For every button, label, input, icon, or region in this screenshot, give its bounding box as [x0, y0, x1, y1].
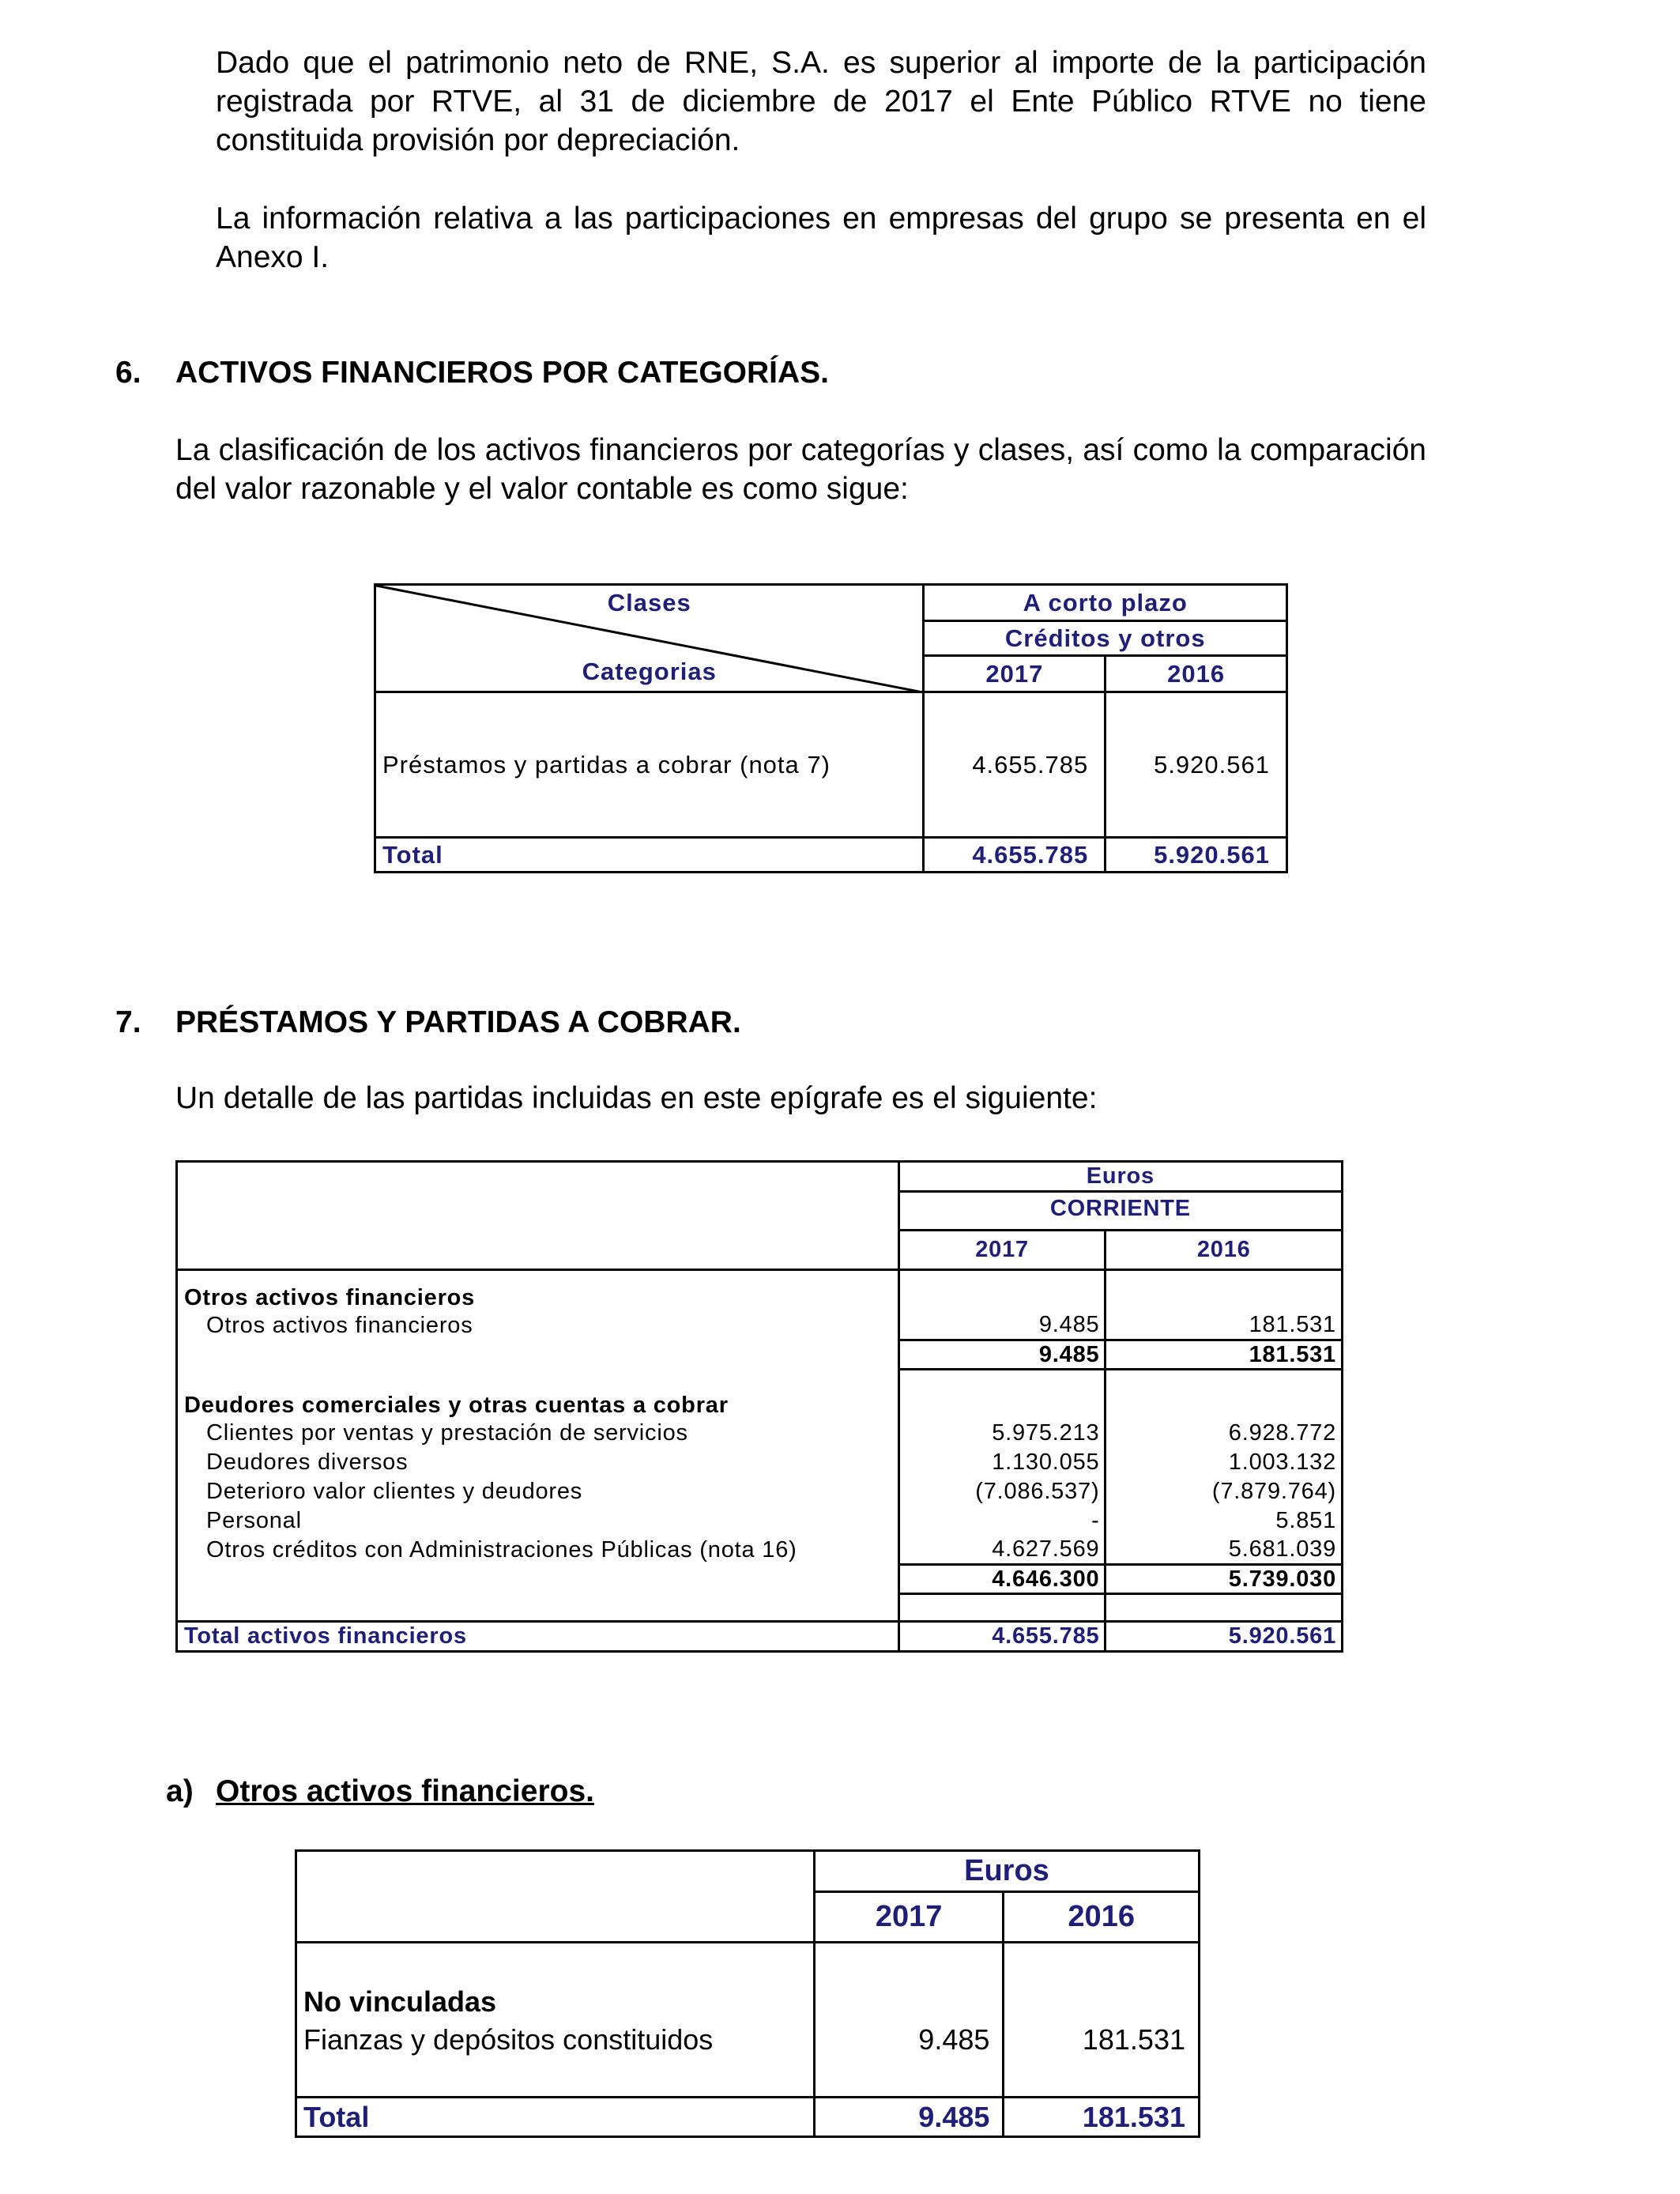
table-row	[177, 1536, 1343, 1565]
total-label: Total	[296, 2098, 815, 2137]
row-2017: 4.627.569	[898, 1536, 1106, 1565]
other-financial-assets-table	[295, 1849, 1200, 2138]
subtotal-2016: 181.531	[1106, 1340, 1343, 1370]
group-title-deudores: Deudores comerciales y otras cuentas a cobrar	[177, 1370, 899, 1419]
intro-paragraph-1: Dado que el patrimonio neto de RNE, S.A. es superior al importe de la participación registrada por RTVE, al 31 de diciembre de 2017 el Ente Público RTVE no tiene constituida provisión por depreciación.	[216, 46, 1426, 157]
header-subgroup: Créditos y otros	[924, 621, 1287, 656]
row-2017: 4.655.785	[924, 692, 1106, 838]
row-label: Otros activos financieros	[177, 1311, 899, 1340]
categories-table	[374, 583, 1288, 873]
row-2016: 181.531	[1004, 1943, 1200, 2098]
table-row	[177, 1419, 1343, 1448]
section-7-title: PRÉSTAMOS Y PARTIDAS A COBRAR.	[175, 1005, 741, 1039]
header-2016: 2016	[1106, 1231, 1343, 1270]
section-7-number: 7.	[115, 1005, 141, 1039]
row-2017: 9.485	[898, 1311, 1106, 1340]
section-6-title: ACTIVOS FINANCIEROS POR CATEGORÍAS.	[175, 356, 829, 390]
subsection-a-title: Otros activos financieros.	[216, 1774, 594, 1808]
row-label: Préstamos y partidas a cobrar (nota 7)	[375, 692, 924, 838]
header-2017: 2017	[814, 1892, 1003, 1943]
header-2016: 2016	[1106, 656, 1287, 692]
row-label: Clientes por ventas y prestación de servicios	[177, 1419, 899, 1448]
row-2016: 5.681.039	[1106, 1536, 1343, 1565]
header-group: A corto plazo	[924, 585, 1287, 621]
blank-header-cell	[296, 1851, 815, 1943]
table-row	[177, 1477, 1343, 1506]
total-2016: 5.920.561	[1106, 838, 1287, 873]
total-label: Total activos financieros	[177, 1622, 899, 1652]
group-title-otros: Otros activos financieros	[177, 1270, 899, 1311]
total-2017: 4.655.785	[924, 838, 1106, 873]
blank-header-cell	[177, 1162, 899, 1270]
total-2017: 9.485	[814, 2098, 1003, 2137]
row-label: Fianzas y depósitos constituidos	[303, 2023, 714, 2056]
header-euros: Euros	[898, 1162, 1342, 1192]
row-2016: 1.003.132	[1106, 1448, 1343, 1477]
row-2016: 5.920.561	[1106, 692, 1287, 838]
row-2016: 6.928.772	[1106, 1419, 1343, 1448]
table-row	[177, 1311, 1343, 1340]
subsection-a-letter: a)	[166, 1774, 194, 1808]
header-categorias: Categorias	[582, 658, 717, 685]
total-2017: 4.655.785	[898, 1622, 1106, 1652]
header-corriente: CORRIENTE	[898, 1192, 1342, 1231]
total-2016: 5.920.561	[1106, 1622, 1343, 1652]
row-2017: 5.975.213	[898, 1419, 1106, 1448]
subtotal-2017: 4.646.300	[898, 1565, 1106, 1594]
group-title: No vinculadas	[303, 1985, 497, 2018]
row-2017: (7.086.537)	[898, 1477, 1106, 1506]
section-7-text: Un detalle de las partidas incluidas en este epígrafe es el siguiente:	[175, 1081, 1098, 1115]
section-6-number: 6.	[115, 356, 141, 390]
row-2016: 5.851	[1106, 1506, 1343, 1536]
row-2017: -	[898, 1506, 1106, 1536]
header-2017: 2017	[924, 656, 1106, 692]
subtotal-2016: 5.739.030	[1106, 1565, 1343, 1594]
row-label: Otros créditos con Administraciones Públicas (nota 16)	[177, 1536, 899, 1565]
total-2016: 181.531	[1004, 2098, 1200, 2137]
header-euros: Euros	[814, 1851, 1199, 1892]
total-label: Total	[375, 838, 924, 873]
loans-receivables-table	[175, 1160, 1343, 1653]
row-2017: 9.485	[814, 1943, 1003, 2098]
row-2016: (7.879.764)	[1106, 1477, 1343, 1506]
header-2016: 2016	[1004, 1892, 1200, 1943]
table-row	[177, 1506, 1343, 1536]
row-label: Deterioro valor clientes y deudores	[177, 1477, 899, 1506]
header-2017: 2017	[898, 1231, 1106, 1270]
row-2016: 181.531	[1106, 1311, 1343, 1340]
table-row	[177, 1448, 1343, 1477]
diagonal-header-cell	[375, 585, 924, 692]
row-2017: 1.130.055	[898, 1448, 1106, 1477]
intro-paragraph-2: La información relativa a las participaciones en empresas del grupo se presenta en el Anexo I.	[216, 202, 1426, 274]
subtotal-2017: 9.485	[898, 1340, 1106, 1370]
header-clases: Clases	[607, 589, 691, 616]
row-label: Deudores diversos	[177, 1448, 899, 1477]
row-label: Personal	[177, 1506, 899, 1536]
section-6-text: La clasificación de los activos financieros por categorías y clases, así como la comparación del valor razonable y el valor contable es como sigue:	[175, 433, 1426, 506]
